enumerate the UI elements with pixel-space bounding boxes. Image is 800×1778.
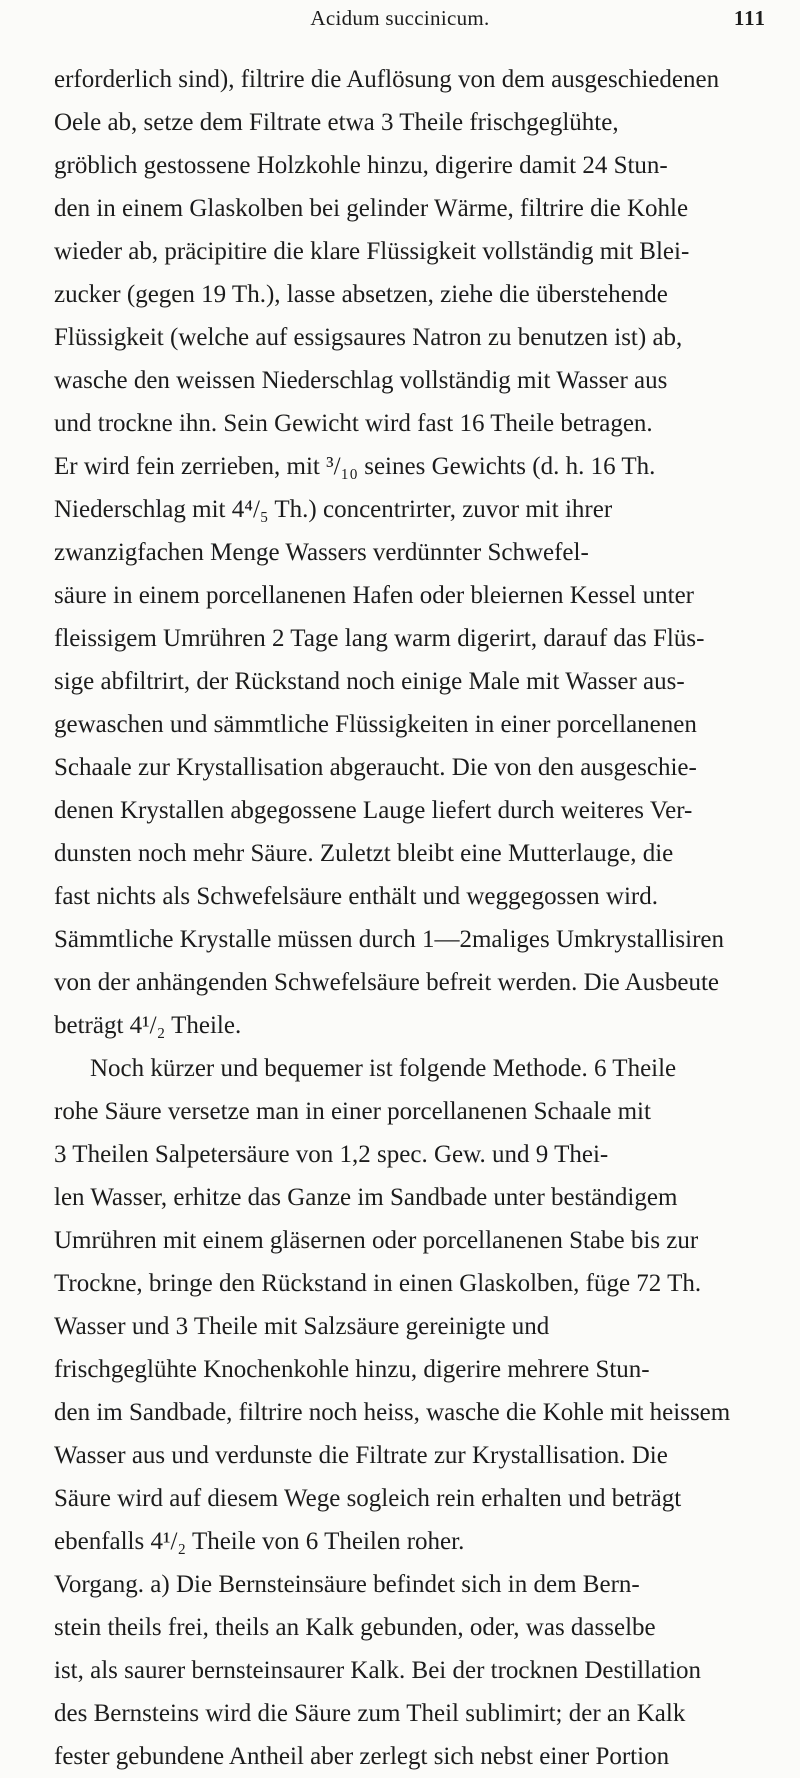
text-line: fleissigem Umrühren 2 Tage lang warm digerirt, darauf das Flüs- — [54, 625, 705, 652]
text-line: des Bernsteins wird die Säure zum Theil sublimirt; der an Kalk — [54, 1700, 686, 1727]
text-line: Umrühren mit einem gläsernen oder porcellanenen Stabe bis zur — [54, 1227, 699, 1254]
text-line: rohe Säure versetze man in einer porcellanenen Schaale mit — [54, 1098, 651, 1125]
text-line: Schaale zur Krystallisation abgeraucht. Die von den ausgeschie- — [54, 754, 697, 781]
text-line: Noch kürzer und bequemer ist folgende Methode. 6 Theile — [90, 1055, 677, 1082]
text-line: den in einem Glaskolben bei gelinder Wärme, filtrire die Kohle — [54, 195, 689, 222]
text-line: Vorgang. a) Die Bernsteinsäure befindet sich in dem Bern- — [54, 1571, 640, 1598]
text-line: ist, als saurer bernsteinsaurer Kalk. Bei der trocknen Destillation — [54, 1657, 702, 1684]
text-line: Trockne, bringe den Rückstand in einen Glaskolben, füge 72 Th. — [54, 1270, 702, 1297]
text-line: denen Krystallen abgegossene Lauge liefert durch weiteres Ver- — [54, 797, 693, 824]
text-line: fester gebundene Antheil aber zerlegt sich nebst einer Portion — [54, 1743, 670, 1770]
text-line: Wasser aus und verdunste die Filtrate zur Krystallisation. Die — [54, 1442, 668, 1469]
page-header — [0, 6, 800, 36]
text-line: dunsten noch mehr Säure. Zuletzt bleibt eine Mutterlauge, die — [54, 840, 674, 867]
text-line: den im Sandbade, filtrire noch heiss, wasche die Kohle mit heissem — [54, 1399, 731, 1426]
text-line: wieder ab, präcipitire die klare Flüssigkeit vollständig mit Blei- — [54, 238, 690, 265]
text-line: und trockne ihn. Sein Gewicht wird fast 16 Theile betragen. — [54, 410, 653, 437]
text-line: 3 Theilen Salpetersäure von 1,2 spec. Gew. und 9 Thei- — [54, 1141, 609, 1168]
text-line: Oele ab, setze dem Filtrate etwa 3 Theile frischgeglühte, — [54, 109, 619, 136]
text-line: Niederschlag mit 4⁴/₅ Th.) concentrirter, zuvor mit ihrer — [54, 496, 613, 523]
text-line: zwanzigfachen Menge Wassers verdünnter Schwefel- — [54, 539, 589, 566]
text-line: Flüssigkeit (welche auf essigsaures Natron zu benutzen ist) ab, — [54, 324, 683, 351]
text-line: gewaschen und sämmtliche Flüssigkeiten in einer porcellanenen — [54, 711, 697, 738]
text-line: zucker (gegen 19 Th.), lasse absetzen, ziehe die überstehende — [54, 281, 668, 308]
body-text — [54, 58, 751, 1778]
text-line: beträgt 4¹/₂ Theile. — [54, 1012, 242, 1039]
text-line: Er wird fein zerrieben, mit ³/₁₀ seines Gewichts (d. h. 16 Th. — [54, 453, 656, 480]
text-line: Säure wird auf diesem Wege sogleich rein erhalten und beträgt — [54, 1485, 682, 1512]
text-line: fast nichts als Schwefelsäure enthält und weggegossen wird. — [54, 883, 659, 910]
text-line: gröblich gestossene Holzkohle hinzu, digerire damit 24 Stun- — [54, 152, 668, 179]
text-line: frischgeglühte Knochenkohle hinzu, digerire mehrere Stun- — [54, 1356, 650, 1383]
text-line: Sämmtliche Krystalle müssen durch 1—2maliges Umkrystallisiren — [54, 926, 725, 953]
page-number: 111 — [733, 6, 766, 30]
text-line: sige abfiltrirt, der Rückstand noch einige Male mit Wasser aus- — [54, 668, 685, 695]
text-line: Wasser und 3 Theile mit Salzsäure gereinigte und — [54, 1313, 550, 1340]
text-line: ebenfalls 4¹/₂ Theile von 6 Theilen roher. — [54, 1528, 465, 1555]
text-line: len Wasser, erhitze das Ganze im Sandbade unter beständigem — [54, 1184, 678, 1211]
text-line: erforderlich sind), filtrire die Auflösung von dem ausgeschiedenen — [54, 66, 720, 93]
text-line: stein theils frei, theils an Kalk gebunden, oder, was dasselbe — [54, 1614, 656, 1641]
text-line: von der anhängenden Schwefelsäure befreit werden. Die Ausbeute — [54, 969, 720, 996]
text-line: wasche den weissen Niederschlag vollständig mit Wasser aus — [54, 367, 668, 394]
text-line: säure in einem porcellanenen Hafen oder bleiernen Kessel unter — [54, 582, 694, 609]
running-title: Acidum succinicum. — [310, 6, 490, 30]
